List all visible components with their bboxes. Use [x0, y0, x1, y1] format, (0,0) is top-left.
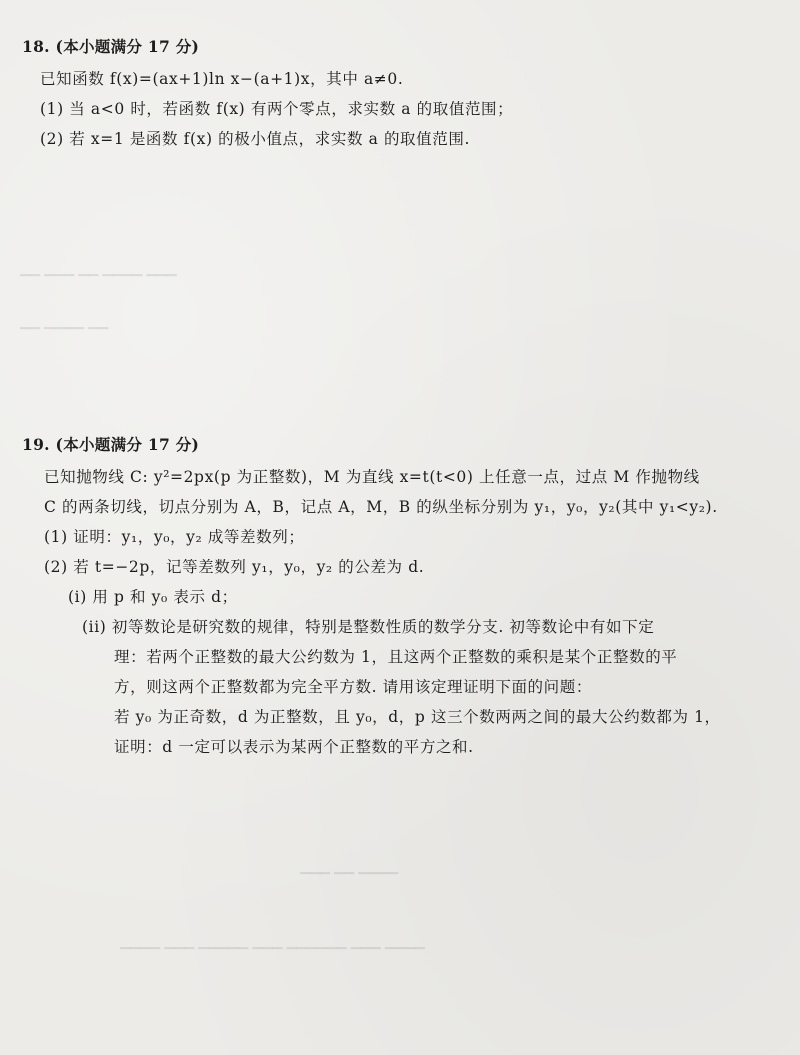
problem-19-part-2: (2) 若 t=−2p，记等差数列 y₁，y₀，y₂ 的公差为 d.: [44, 558, 425, 576]
bleed-through-mark: ▁▁ ▁▁▁▁ ▁▁: [20, 315, 109, 330]
problem-19-part-2-ii-line-1: (ii) 初等数论是研究数的规律，特别是整数性质的数学分支. 初等数论中有如下定: [82, 618, 655, 636]
problem-18-part-1: (1) 当 a<0 时，若函数 f(x) 有两个零点，求实数 a 的取值范围；: [40, 100, 514, 118]
problem-19-part-2-ii-line-5: 证明：d 一定可以表示为某两个正整数的平方之和.: [114, 738, 474, 756]
problem-18-stem: 已知函数 f(x)=(ax+1)ln x−(a+1)x，其中 a≠0.: [40, 70, 404, 88]
bleed-through-mark: ▁▁▁▁ ▁▁▁ ▁▁▁▁▁ ▁▁▁ ▁▁▁▁▁▁ ▁▁▁ ▁▁▁▁: [120, 935, 425, 950]
problem-19-stem-line-2: C 的两条切线，切点分别为 A，B，记点 A，M，B 的纵坐标分别为 y₁，y₀，y₂(其中 y₁<y₂).: [44, 498, 718, 516]
problem-19-part-2-ii-line-3: 方，则这两个正整数都为完全平方数. 请用该定理证明下面的问题：: [114, 678, 592, 696]
problem-18-header: 18. (本小题满分 17 分): [22, 37, 200, 56]
problem-19-part-2-ii-line-2: 理：若两个正整数的最大公约数为 1，且这两个正整数的乘积是某个正整数的平: [114, 648, 678, 666]
problem-19: [22, 434, 782, 762]
problem-18-part-2: (2) 若 x=1 是函数 f(x) 的极小值点，求实数 a 的取值范围.: [40, 130, 470, 148]
problem-19-part-2-i: (i) 用 p 和 y₀ 表示 d；: [68, 588, 238, 606]
problem-19-header: 19. (本小题满分 17 分): [22, 435, 200, 454]
problem-19-part-1: (1) 证明：y₁，y₀，y₂ 成等差数列；: [44, 528, 305, 546]
problem-19-stem-line-1: 已知抛物线 C: y²=2px(p 为正整数)，M 为直线 x=t(t<0) 上任意一点，过点 M 作抛物线: [44, 468, 700, 486]
problem-19-part-2-ii-line-4: 若 y₀ 为正奇数，d 为正整数，且 y₀，d，p 这三个数两两之间的最大公约数都为 1，: [114, 708, 721, 726]
bleed-through-mark: ▁▁▁ ▁▁ ▁▁▁▁: [300, 860, 399, 875]
bleed-through-mark: ▁▁ ▁▁▁ ▁▁ ▁▁▁▁ ▁▁▁: [20, 262, 177, 277]
problem-18: [22, 36, 782, 154]
